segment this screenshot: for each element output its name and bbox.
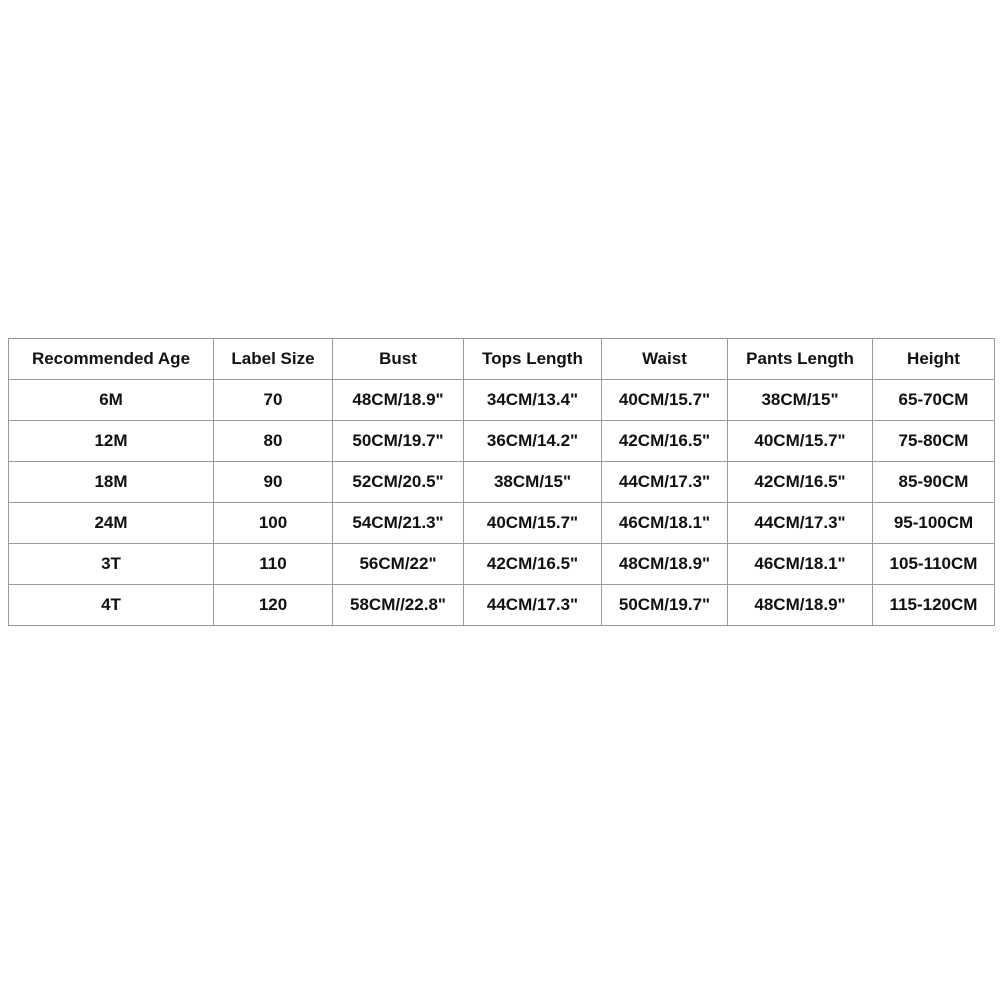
table-cell: 48CM/18.9" <box>333 380 464 421</box>
table-cell: 95-100CM <box>873 503 995 544</box>
table-cell: 50CM/19.7" <box>333 421 464 462</box>
header-bust: Bust <box>333 339 464 380</box>
header-label-size: Label Size <box>214 339 333 380</box>
table-row <box>9 380 995 421</box>
header-pants-length: Pants Length <box>728 339 873 380</box>
table-cell: 18M <box>9 462 214 503</box>
table-cell: 36CM/14.2" <box>464 421 602 462</box>
header-height: Height <box>873 339 995 380</box>
header-tops-length: Tops Length <box>464 339 602 380</box>
table-cell: 3T <box>9 544 214 585</box>
table-cell: 100 <box>214 503 333 544</box>
table-header-row <box>9 339 995 380</box>
table-row <box>9 503 995 544</box>
table-cell: 105-110CM <box>873 544 995 585</box>
table-row <box>9 544 995 585</box>
table-cell: 80 <box>214 421 333 462</box>
table-cell: 44CM/17.3" <box>602 462 728 503</box>
table-cell: 48CM/18.9" <box>602 544 728 585</box>
table-cell: 40CM/15.7" <box>464 503 602 544</box>
size-chart-table <box>8 338 995 626</box>
table-cell: 90 <box>214 462 333 503</box>
table-cell: 42CM/16.5" <box>602 421 728 462</box>
table-cell: 40CM/15.7" <box>602 380 728 421</box>
header-recommended-age: Recommended Age <box>9 339 214 380</box>
header-waist: Waist <box>602 339 728 380</box>
table-cell: 12M <box>9 421 214 462</box>
table-cell: 44CM/17.3" <box>728 503 873 544</box>
table-cell: 46CM/18.1" <box>602 503 728 544</box>
table-cell: 120 <box>214 585 333 626</box>
table-cell: 4T <box>9 585 214 626</box>
table-cell: 48CM/18.9" <box>728 585 873 626</box>
table-cell: 24M <box>9 503 214 544</box>
table-cell: 52CM/20.5" <box>333 462 464 503</box>
table-cell: 42CM/16.5" <box>464 544 602 585</box>
table-cell: 58CM//22.8" <box>333 585 464 626</box>
table-row <box>9 421 995 462</box>
table-cell: 42CM/16.5" <box>728 462 873 503</box>
table-cell: 56CM/22" <box>333 544 464 585</box>
table-cell: 85-90CM <box>873 462 995 503</box>
table-cell: 38CM/15" <box>728 380 873 421</box>
table-row <box>9 585 995 626</box>
table-cell: 46CM/18.1" <box>728 544 873 585</box>
table-cell: 70 <box>214 380 333 421</box>
table-cell: 54CM/21.3" <box>333 503 464 544</box>
table-row <box>9 462 995 503</box>
table-cell: 50CM/19.7" <box>602 585 728 626</box>
table-cell: 40CM/15.7" <box>728 421 873 462</box>
table-cell: 65-70CM <box>873 380 995 421</box>
table-cell: 38CM/15" <box>464 462 602 503</box>
table-cell: 34CM/13.4" <box>464 380 602 421</box>
table-cell: 110 <box>214 544 333 585</box>
table-cell: 115-120CM <box>873 585 995 626</box>
table-cell: 75-80CM <box>873 421 995 462</box>
table-cell: 6M <box>9 380 214 421</box>
table-cell: 44CM/17.3" <box>464 585 602 626</box>
